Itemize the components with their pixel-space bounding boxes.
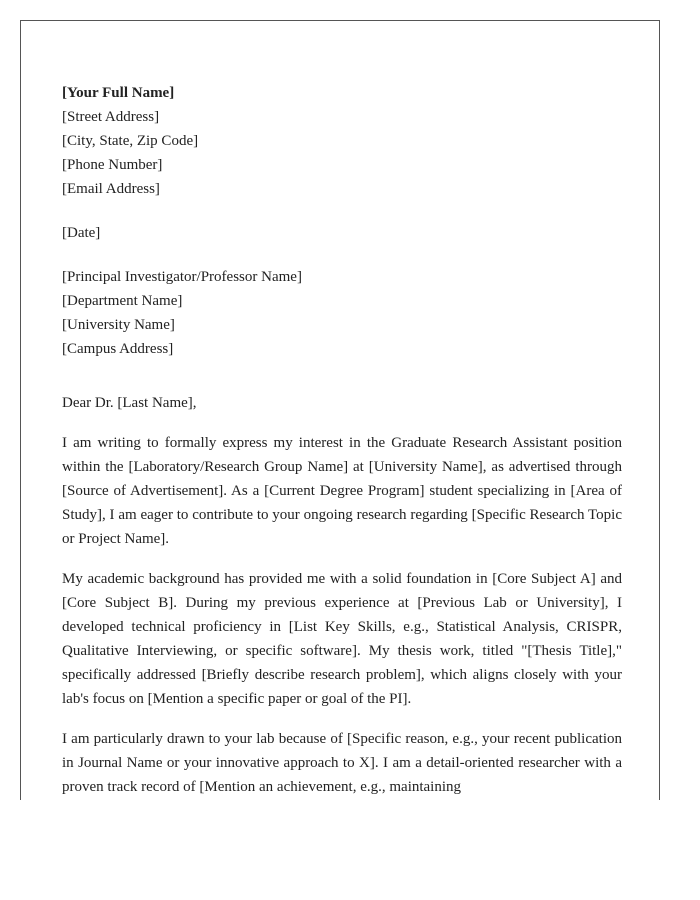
letter-page (20, 20, 660, 800)
salutation: Dear Dr. [Last Name], (62, 395, 197, 411)
body-paragraph-2: My academic background has provided me with a solid foundation in [Core Subject A] and [Core Subject B]. During my previous experience at [Previous Lab or University], I developed technical proficiency in [List Key Skills, e.g., Statistical Analysis, CRISPR, Qualitative Interviewing, or specific software]. My thesis work, titled "[Thesis Title]," specifically addressed [Briefly describe research problem], which aligns closely with your lab's focus on [Mention a specific paper or goal of the PI]. (62, 571, 622, 707)
sender-city-state-zip: [City, State, Zip Code] (62, 133, 199, 149)
sender-street: [Street Address] (62, 109, 160, 125)
sender-phone: [Phone Number] (62, 157, 163, 173)
recipient-address-block (62, 265, 622, 361)
body-paragraph-3: I am particularly drawn to your lab because of [Specific reason, e.g., your recent publication in Journal Name or your innovative approach to X]. I am a detail-oriented researcher with a proven track record of [Mention an achievement, e.g., maintaining (62, 731, 622, 795)
recipient-department: [Department Name] (62, 293, 183, 309)
sender-name: [Your Full Name] (62, 85, 175, 101)
body-paragraph-1: I am writing to formally express my interest in the Graduate Research Assistant position within the [Laboratory/Research Group Name] at [University Name], as advertised through [Source of Advertisement]. As a [Current Degree Program] student specializing in [Area of Study], I am eager to contribute to your ongoing research regarding [Specific Research Topic or Project Name]. (62, 435, 622, 547)
recipient-university: [University Name] (62, 317, 175, 333)
sender-email: [Email Address] (62, 181, 160, 197)
letter-date-block (62, 221, 622, 245)
letter-content (62, 81, 622, 799)
recipient-name: [Principal Investigator/Professor Name] (62, 269, 302, 285)
salutation-block (62, 391, 622, 415)
recipient-address: [Campus Address] (62, 341, 174, 357)
letter-date: [Date] (62, 225, 101, 241)
sender-address-block (62, 81, 622, 201)
